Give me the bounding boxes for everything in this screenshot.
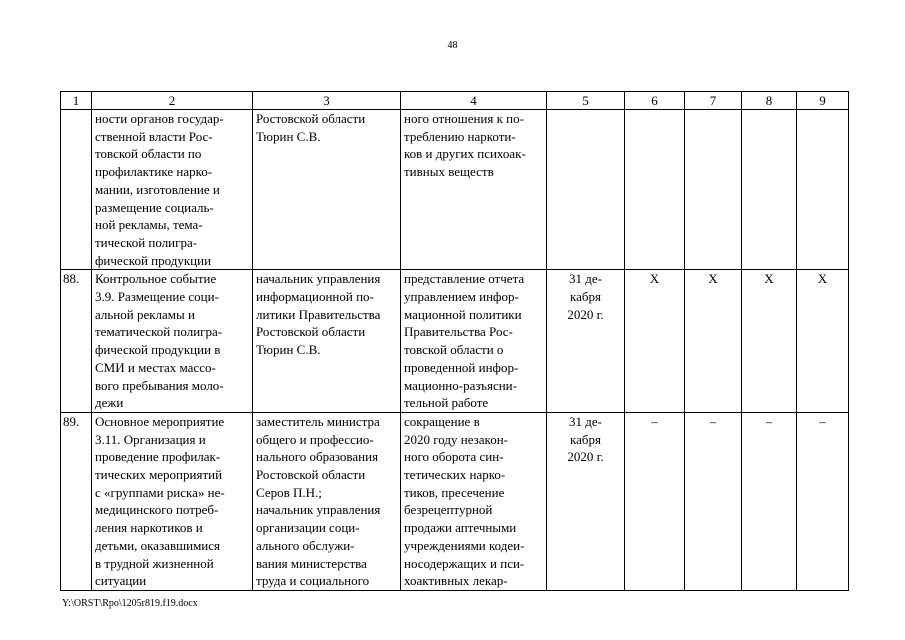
mark-cell-col6: X: [625, 270, 685, 413]
responsible-executor-cell: [253, 110, 401, 270]
cell-text-line: товской области по: [95, 146, 202, 162]
cell-text-line: ной рекламы, тема-: [95, 217, 203, 233]
column-number-3: 3: [253, 92, 401, 110]
cell-text-line: труда и социального: [256, 573, 370, 589]
cell-text-line: представление отчета: [404, 271, 525, 287]
cell-text-line: учреждениями кодеи-: [404, 537, 525, 553]
responsible-executor-cell: [253, 412, 401, 590]
column-number-4: 4: [401, 92, 547, 110]
cell-text-line: тетических нарко-: [404, 467, 506, 483]
cell-text-line: литики Правительства: [256, 306, 381, 322]
page-number: 48: [447, 40, 458, 51]
cell-text-line: общего и профессио-: [256, 431, 374, 447]
cell-text-line: ления наркотиков и: [95, 520, 203, 536]
cell-text-line: хоактивных лекар-: [404, 573, 508, 589]
mark-cell-col9: X: [797, 270, 849, 413]
cell-text-line: Ростовской области: [256, 467, 366, 483]
cell-text-line: ального обслужи-: [256, 537, 355, 553]
mark-cell-col7: X: [685, 270, 742, 413]
cell-text-line: мационной политики: [404, 306, 522, 322]
cell-text-line: фической продукции: [95, 252, 212, 268]
cell-text-line: Основное мероприятие: [95, 413, 225, 429]
cell-text-line: тиков, пресечение: [404, 484, 505, 500]
cell-text-line: товской области о: [404, 342, 504, 358]
cell-text-line: с «группами риска» не-: [95, 484, 225, 500]
cell-text-line: безрецептурной: [404, 502, 493, 518]
mark-cell-col8: –: [742, 412, 797, 590]
expected-result-cell: [401, 270, 547, 413]
cell-text-line: управлением инфор-: [404, 289, 519, 305]
cell-text-line: 2020 г.: [567, 306, 604, 322]
cell-text-line: СМИ и местах массо-: [95, 359, 216, 375]
column-number-5: 5: [547, 92, 625, 110]
activity-name-cell: [92, 110, 253, 270]
cell-text-line: тической полигра-: [95, 234, 198, 250]
cell-text-line: фической продукции в: [95, 342, 221, 358]
responsible-executor-cell: [253, 270, 401, 413]
deadline-cell: [547, 412, 625, 590]
cell-text-line: альной рекламы и: [95, 306, 195, 322]
cell-text-line: носодержащих и пси-: [404, 555, 525, 571]
table-row: [61, 270, 849, 413]
activity-plan-table: [60, 91, 849, 591]
cell-text-line: проведение профилак-: [95, 449, 221, 465]
cell-text-line: проведенной инфор-: [404, 359, 519, 375]
mark-cell-col8: X: [742, 270, 797, 413]
activity-name-cell: [92, 412, 253, 590]
mark-cell-col6: –: [625, 412, 685, 590]
table-row: [61, 412, 849, 590]
column-number-6: 6: [625, 92, 685, 110]
cell-text-line: 3.11. Организация и: [95, 431, 206, 447]
column-number-1: 1: [61, 92, 92, 110]
cell-text-line: 31 де-: [569, 271, 602, 287]
cell-text-line: организации соци-: [256, 520, 360, 536]
cell-text-line: 31 де-: [569, 413, 602, 429]
cell-text-line: нального образования: [256, 449, 379, 465]
cell-text-line: тических мероприятий: [95, 467, 223, 483]
mark-cell-col7: [685, 110, 742, 270]
mark-cell-col9: [797, 110, 849, 270]
cell-text-line: размещение социаль-: [95, 199, 214, 215]
column-number-7: 7: [685, 92, 742, 110]
cell-text-line: Контрольное событие: [95, 271, 217, 287]
cell-text-line: кабря: [570, 289, 601, 305]
cell-text-line: тивных веществ: [404, 164, 494, 180]
cell-text-line: ков и других психоак-: [404, 146, 526, 162]
cell-text-line: ного оборота син-: [404, 449, 504, 465]
column-number-9: 9: [797, 92, 849, 110]
row-number-cell: [61, 110, 92, 270]
cell-text-line: Серов П.Н.;: [256, 484, 322, 500]
row-number-cell: 88.: [61, 270, 92, 413]
cell-text-line: Ростовской области: [256, 324, 366, 340]
cell-text-line: детьми, оказавшимися: [95, 537, 221, 553]
cell-text-line: медицинского потреб-: [95, 502, 219, 518]
mark-cell-col8: [742, 110, 797, 270]
cell-text-line: ности органов государ-: [95, 111, 224, 126]
row-number-cell: 89.: [61, 412, 92, 590]
mark-cell-col6: [625, 110, 685, 270]
deadline-cell: [547, 110, 625, 270]
cell-text-line: профилактике нарко-: [95, 164, 213, 180]
document-file-path: Y:\ORST\Rpo\1205r819.f19.docx: [62, 598, 198, 609]
cell-text-line: информационной по-: [256, 289, 374, 305]
cell-text-line: кабря: [570, 431, 601, 447]
table-row: [61, 110, 849, 270]
deadline-cell: [547, 270, 625, 413]
cell-text-line: Тюрин С.В.: [256, 342, 321, 358]
column-number-2: 2: [92, 92, 253, 110]
column-number-8: 8: [742, 92, 797, 110]
mark-cell-col9: –: [797, 412, 849, 590]
cell-text-line: 2020 г.: [567, 449, 604, 465]
cell-text-line: мационно-разъясни-: [404, 377, 517, 393]
cell-text-line: ственной власти Рос-: [95, 128, 213, 144]
cell-text-line: тематической полигра-: [95, 324, 223, 340]
cell-text-line: 2020 году незакон-: [404, 431, 508, 447]
cell-text-line: вого пребывания моло-: [95, 377, 224, 393]
cell-text-line: тельной работе: [404, 395, 489, 411]
cell-text-line: ного отношения к по-: [404, 111, 524, 126]
expected-result-cell: [401, 110, 547, 270]
cell-text-line: Правительства Рос-: [404, 324, 513, 340]
cell-text-line: начальник управления: [256, 271, 381, 287]
cell-text-line: сокращение в: [404, 413, 480, 429]
cell-text-line: мании, изготовление и: [95, 181, 220, 197]
cell-text-line: дежи: [95, 395, 124, 411]
expected-result-cell: [401, 412, 547, 590]
cell-text-line: вания министерства: [256, 555, 367, 571]
activity-name-cell: [92, 270, 253, 413]
cell-text-line: Ростовской области: [256, 111, 366, 126]
cell-text-line: ситуации: [95, 573, 147, 589]
mark-cell-col7: –: [685, 412, 742, 590]
cell-text-line: 3.9. Размещение соци-: [95, 289, 219, 305]
cell-text-line: продажи аптечными: [404, 520, 517, 536]
table-header-row: [61, 92, 849, 110]
cell-text-line: начальник управления: [256, 502, 381, 518]
cell-text-line: треблению наркоти-: [404, 128, 516, 144]
cell-text-line: Тюрин С.В.: [256, 128, 321, 144]
cell-text-line: в трудной жизненной: [95, 555, 214, 571]
cell-text-line: заместитель министра: [256, 413, 380, 429]
